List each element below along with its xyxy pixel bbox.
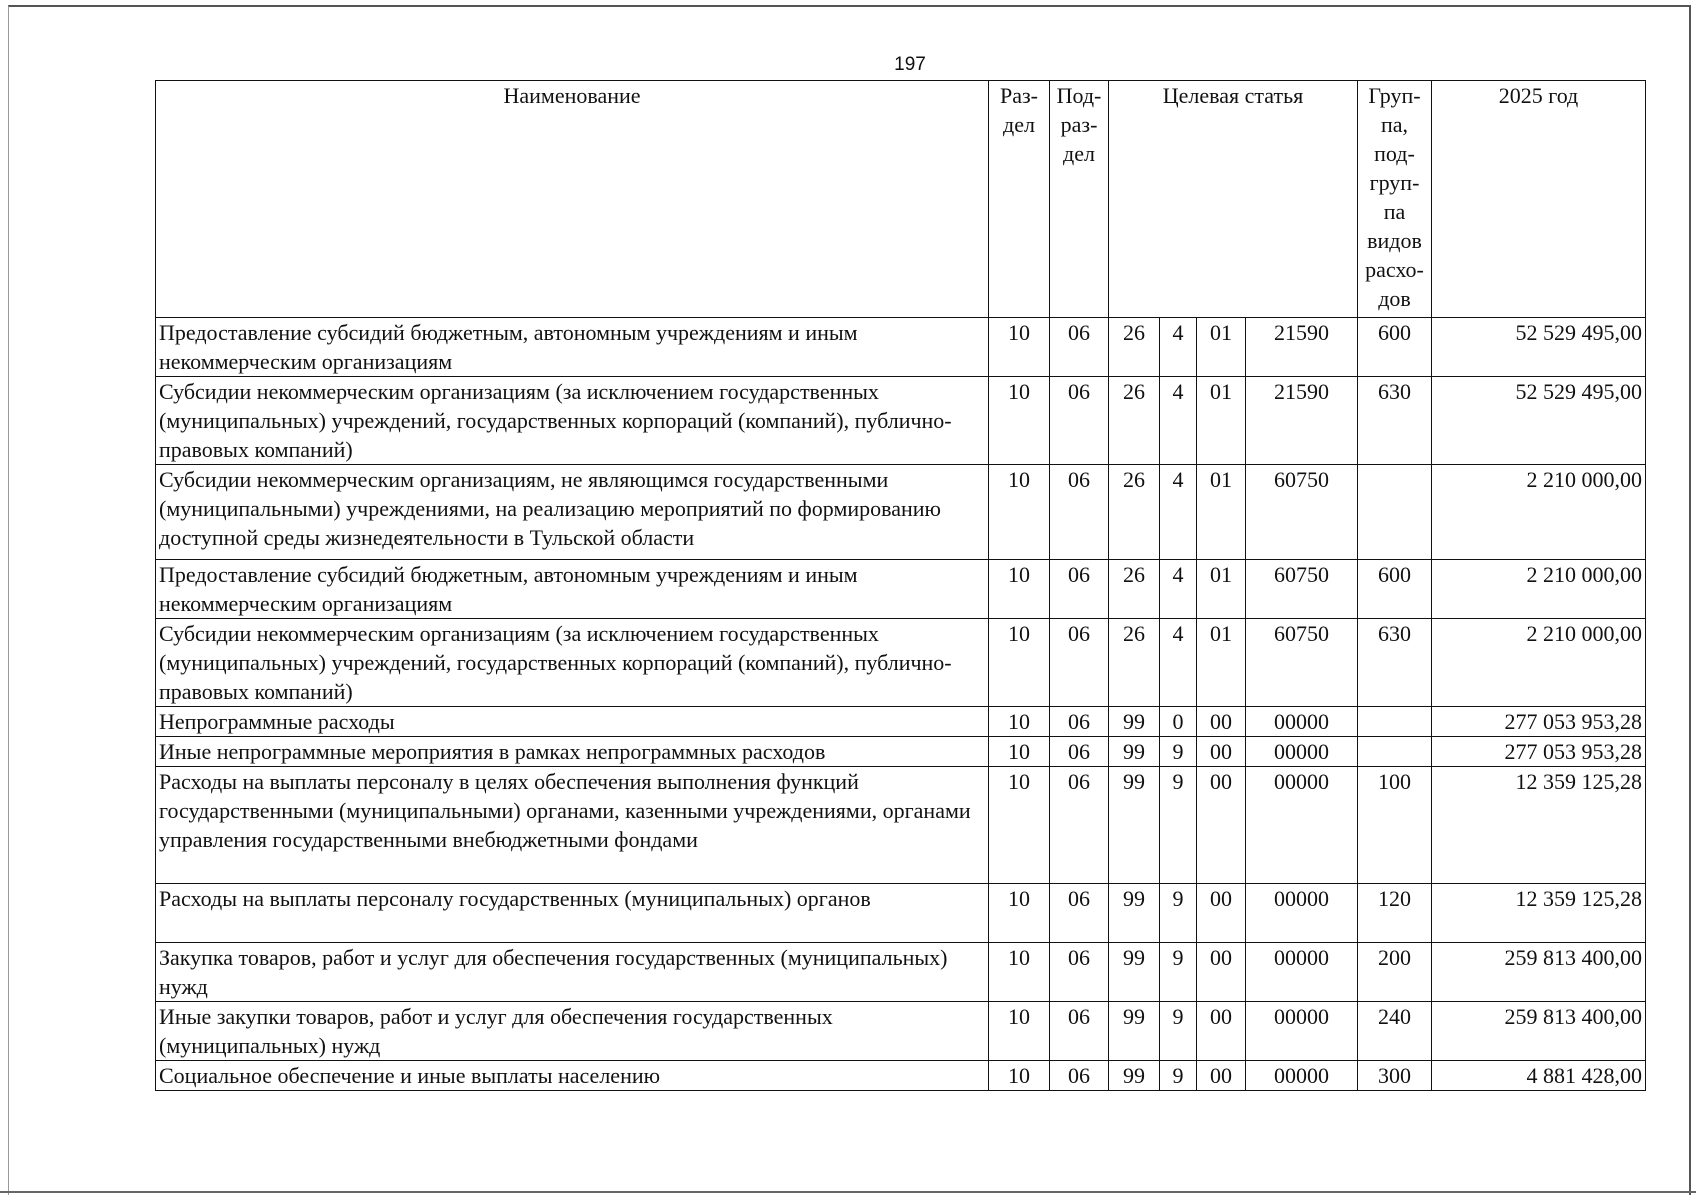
- header-group-line: дов: [1378, 286, 1411, 311]
- cell-target-event: 00: [1197, 1002, 1246, 1061]
- cell-target-event: 00: [1197, 767, 1246, 884]
- cell-podrazdel: 06: [1050, 318, 1109, 377]
- cell-target-event: 01: [1197, 377, 1246, 465]
- cell-name: Предоставление субсидий бюджетным, автономным учреждениям и иным некоммерческим организациям: [156, 318, 989, 377]
- cell-expense-group: 120: [1358, 884, 1432, 943]
- header-podrazdel-line: раз-: [1060, 112, 1098, 137]
- cell-target-direction: 00000: [1246, 1002, 1358, 1061]
- cell-razdel: 10: [989, 377, 1050, 465]
- header-razdel-line: Раз-: [999, 83, 1039, 108]
- header-group-line: груп-: [1369, 170, 1420, 195]
- cell-name: Социальное обеспечение и иные выплаты населению: [156, 1061, 989, 1091]
- cell-target-subprogram: 9: [1160, 1002, 1197, 1061]
- cell-target-subprogram: 9: [1160, 884, 1197, 943]
- cell-target-subprogram: 4: [1160, 619, 1197, 707]
- table-row: [156, 465, 1646, 560]
- table-row: [156, 377, 1646, 465]
- table-row: [156, 884, 1646, 943]
- header-group-line: расхо-: [1365, 257, 1424, 282]
- cell-target-event: 00: [1197, 884, 1246, 943]
- cell-name: Предоставление субсидий бюджетным, автономным учреждениям и иным некоммерческим организациям: [156, 560, 989, 619]
- cell-expense-group: 630: [1358, 377, 1432, 465]
- cell-podrazdel: 06: [1050, 707, 1109, 737]
- cell-name: Иные закупки товаров, работ и услуг для обеспечения государственных (муниципальных) нужд: [156, 1002, 989, 1061]
- table-row: [156, 943, 1646, 1002]
- header-group-line: па: [1383, 199, 1406, 224]
- cell-name: Субсидии некоммерческим организациям (за исключением государственных (муниципальных) учреждений, государственных корпораций (компаний), публично-правовых компаний): [156, 377, 989, 465]
- cell-podrazdel: 06: [1050, 619, 1109, 707]
- cell-target-direction: 60750: [1246, 619, 1358, 707]
- cell-expense-group: 600: [1358, 560, 1432, 619]
- header-row: [156, 81, 1646, 318]
- cell-amount: 277 053 953,28: [1432, 707, 1646, 737]
- header-expense-group: [1358, 81, 1432, 318]
- cell-target-direction: 00000: [1246, 767, 1358, 884]
- cell-target-direction: 00000: [1246, 1061, 1358, 1091]
- cell-target-program: 99: [1109, 943, 1160, 1002]
- cell-target-subprogram: 4: [1160, 560, 1197, 619]
- cell-target-program: 99: [1109, 737, 1160, 767]
- cell-podrazdel: 06: [1050, 377, 1109, 465]
- table-row: [156, 767, 1646, 884]
- header-group-line: Груп-: [1368, 83, 1421, 108]
- budget-table: [155, 80, 1646, 1091]
- table-row: [156, 560, 1646, 619]
- cell-razdel: 10: [989, 619, 1050, 707]
- cell-target-program: 26: [1109, 318, 1160, 377]
- cell-expense-group: 600: [1358, 318, 1432, 377]
- cell-amount: 12 359 125,28: [1432, 884, 1646, 943]
- cell-amount: 12 359 125,28: [1432, 767, 1646, 884]
- cell-target-subprogram: 4: [1160, 318, 1197, 377]
- cell-target-direction: 60750: [1246, 560, 1358, 619]
- header-razdel-line: дел: [1003, 112, 1035, 137]
- cell-amount: 2 210 000,00: [1432, 560, 1646, 619]
- cell-podrazdel: 06: [1050, 1061, 1109, 1091]
- cell-razdel: 10: [989, 1061, 1050, 1091]
- cell-podrazdel: 06: [1050, 737, 1109, 767]
- cell-target-direction: 21590: [1246, 377, 1358, 465]
- cell-target-program: 99: [1109, 1061, 1160, 1091]
- table-row: [156, 318, 1646, 377]
- cell-amount: 52 529 495,00: [1432, 377, 1646, 465]
- cell-razdel: 10: [989, 465, 1050, 560]
- header-target-article: Целевая статья: [1109, 81, 1358, 318]
- cell-razdel: 10: [989, 943, 1050, 1002]
- table-row: [156, 619, 1646, 707]
- cell-target-subprogram: 0: [1160, 707, 1197, 737]
- cell-amount: 52 529 495,00: [1432, 318, 1646, 377]
- cell-target-event: 01: [1197, 560, 1246, 619]
- cell-target-event: 01: [1197, 619, 1246, 707]
- cell-podrazdel: 06: [1050, 943, 1109, 1002]
- header-podrazdel: [1050, 81, 1109, 318]
- cell-amount: 2 210 000,00: [1432, 619, 1646, 707]
- table-row: [156, 737, 1646, 767]
- cell-target-program: 26: [1109, 377, 1160, 465]
- cell-target-event: 01: [1197, 318, 1246, 377]
- cell-name: Иные непрограммные мероприятия в рамках непрограммных расходов: [156, 737, 989, 767]
- table-row: [156, 707, 1646, 737]
- cell-target-program: 99: [1109, 884, 1160, 943]
- cell-amount: 2 210 000,00: [1432, 465, 1646, 560]
- header-name: Наименование: [156, 81, 989, 318]
- table-row: [156, 1061, 1646, 1091]
- scan-edge-line: [0, 1191, 1696, 1193]
- cell-name: Закупка товаров, работ и услуг для обеспечения государственных (муниципальных) нужд: [156, 943, 989, 1002]
- cell-amount: 259 813 400,00: [1432, 1002, 1646, 1061]
- cell-target-subprogram: 9: [1160, 767, 1197, 884]
- cell-target-program: 26: [1109, 619, 1160, 707]
- header-razdel: [989, 81, 1050, 318]
- cell-name: Расходы на выплаты персоналу в целях обеспечения выполнения функций государственными (муниципальными) органами, казенными учреждениями, органами управления государственными внебюджетными фондами: [156, 767, 989, 884]
- cell-target-event: 00: [1197, 737, 1246, 767]
- cell-razdel: 10: [989, 1002, 1050, 1061]
- cell-target-direction: 21590: [1246, 318, 1358, 377]
- cell-target-direction: 00000: [1246, 707, 1358, 737]
- cell-podrazdel: 06: [1050, 1002, 1109, 1061]
- cell-target-direction: 00000: [1246, 737, 1358, 767]
- table-row: [156, 1002, 1646, 1061]
- cell-amount: 277 053 953,28: [1432, 737, 1646, 767]
- cell-target-program: 99: [1109, 707, 1160, 737]
- cell-target-program: 26: [1109, 560, 1160, 619]
- cell-target-subprogram: 4: [1160, 465, 1197, 560]
- cell-expense-group: 100: [1358, 767, 1432, 884]
- cell-target-event: 00: [1197, 943, 1246, 1002]
- cell-razdel: 10: [989, 318, 1050, 377]
- cell-name: Субсидии некоммерческим организациям, не являющимся государственными (муниципальными) учреждениями, на реализацию мероприятий по формированию доступной среды жизнедеятельности в Тульской области: [156, 465, 989, 560]
- header-group-line: под-: [1374, 141, 1415, 166]
- cell-podrazdel: 06: [1050, 767, 1109, 884]
- cell-target-program: 26: [1109, 465, 1160, 560]
- cell-expense-group: 200: [1358, 943, 1432, 1002]
- cell-target-direction: 60750: [1246, 465, 1358, 560]
- page-number: 197: [894, 54, 926, 75]
- cell-target-program: 99: [1109, 767, 1160, 884]
- cell-target-subprogram: 4: [1160, 377, 1197, 465]
- cell-target-subprogram: 9: [1160, 1061, 1197, 1091]
- cell-razdel: 10: [989, 737, 1050, 767]
- cell-expense-group: 630: [1358, 619, 1432, 707]
- cell-expense-group: 240: [1358, 1002, 1432, 1061]
- cell-target-event: 00: [1197, 707, 1246, 737]
- cell-target-program: 99: [1109, 1002, 1160, 1061]
- header-podrazdel-line: дел: [1063, 141, 1095, 166]
- cell-target-direction: 00000: [1246, 943, 1358, 1002]
- header-group-line: видов: [1367, 228, 1422, 253]
- header-podrazdel-line: Под-: [1056, 83, 1102, 108]
- cell-amount: 259 813 400,00: [1432, 943, 1646, 1002]
- cell-expense-group: 300: [1358, 1061, 1432, 1091]
- cell-name: Расходы на выплаты персоналу государственных (муниципальных) органов: [156, 884, 989, 943]
- header-group-line: па,: [1380, 112, 1409, 137]
- cell-target-subprogram: 9: [1160, 943, 1197, 1002]
- cell-podrazdel: 06: [1050, 560, 1109, 619]
- header-year: 2025 год: [1432, 81, 1646, 318]
- cell-razdel: 10: [989, 884, 1050, 943]
- cell-podrazdel: 06: [1050, 465, 1109, 560]
- cell-expense-group: [1358, 737, 1432, 767]
- cell-podrazdel: 06: [1050, 884, 1109, 943]
- cell-amount: 4 881 428,00: [1432, 1061, 1646, 1091]
- cell-target-event: 01: [1197, 465, 1246, 560]
- cell-razdel: 10: [989, 707, 1050, 737]
- cell-expense-group: [1358, 707, 1432, 737]
- cell-target-direction: 00000: [1246, 884, 1358, 943]
- cell-name: Непрограммные расходы: [156, 707, 989, 737]
- cell-target-subprogram: 9: [1160, 737, 1197, 767]
- cell-target-event: 00: [1197, 1061, 1246, 1091]
- cell-name: Субсидии некоммерческим организациям (за исключением государственных (муниципальных) учреждений, государственных корпораций (компаний), публично-правовых компаний): [156, 619, 989, 707]
- cell-razdel: 10: [989, 767, 1050, 884]
- cell-razdel: 10: [989, 560, 1050, 619]
- cell-expense-group: [1358, 465, 1432, 560]
